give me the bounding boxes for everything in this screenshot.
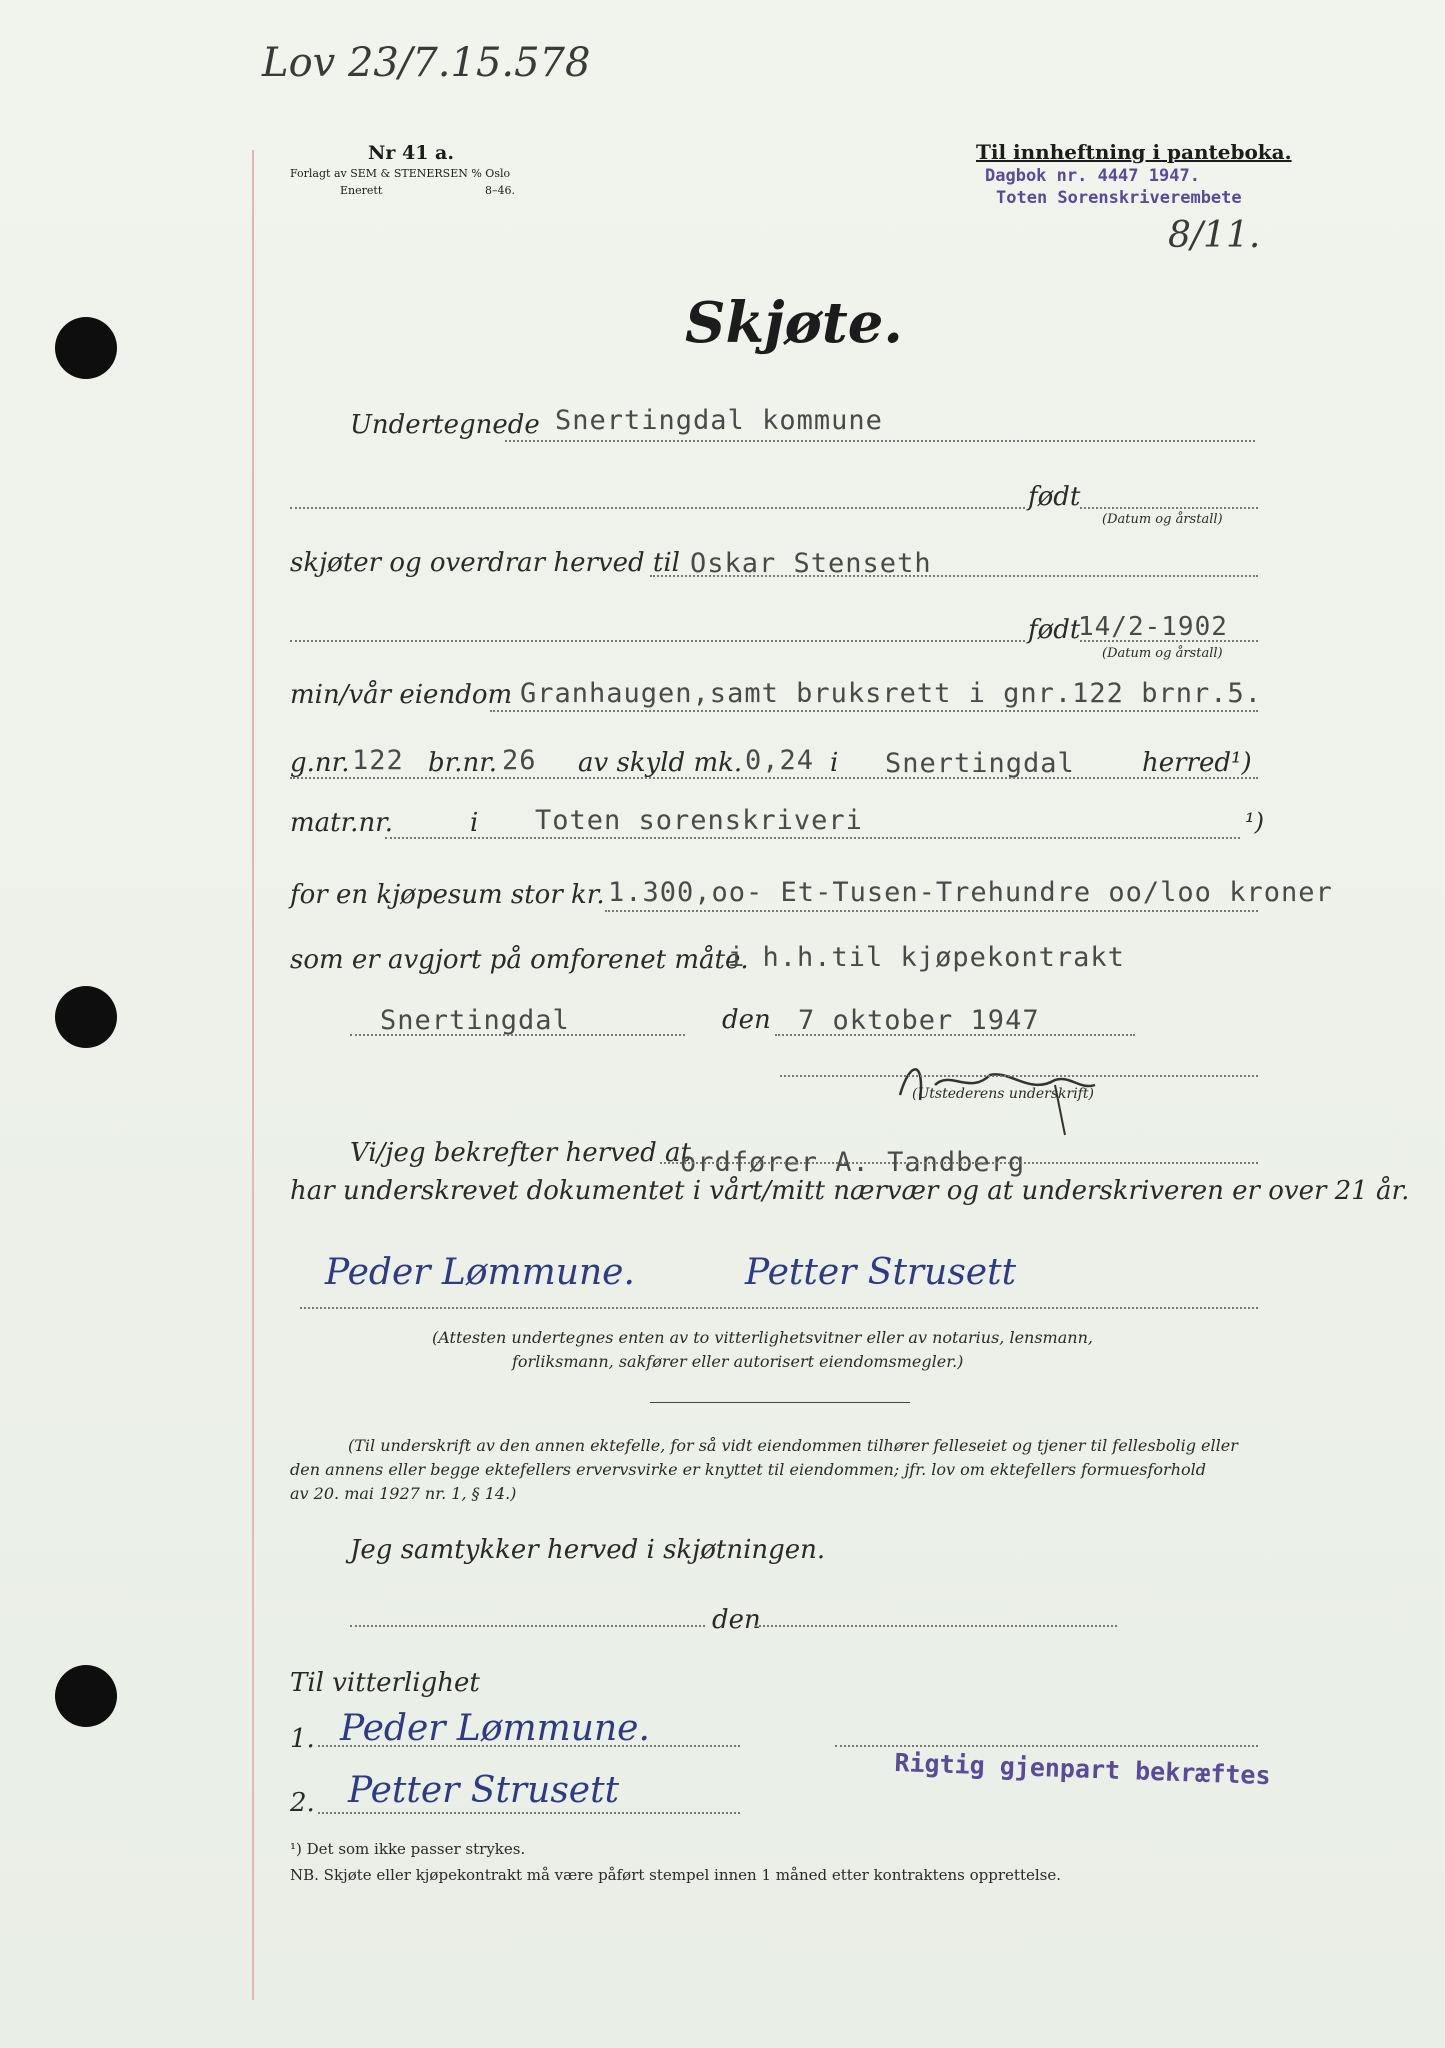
footnote-nb: NB. Skjøte eller kjøpekontrakt må være påført stempel innen 1 måned etter kontraktens opprettelse. — [290, 1866, 1061, 1884]
dotted-line — [300, 1307, 1258, 1309]
dotted-line — [385, 837, 1240, 839]
attest-statement: har underskrevet dokumentet i vårt/mitt nærvær og at underskriveren er over 21 år. — [290, 1176, 1410, 1206]
datum-hint: (Datum og årstall) — [1102, 512, 1223, 527]
spouse-note: av 20. mai 1927 nr. 1, § 14.) — [290, 1484, 517, 1503]
dotted-line — [780, 1075, 1258, 1077]
brnr-label: br.nr. — [428, 748, 498, 778]
dotted-line — [660, 1162, 1258, 1164]
gnr-value: 122 — [352, 745, 404, 776]
buyer-name: Oskar Stenseth — [690, 548, 932, 579]
brnr-value: 26 — [502, 745, 537, 776]
dotted-line — [318, 1745, 740, 1747]
publisher-enerett: Enerett — [340, 184, 383, 197]
settlement-terms: i h.h.til kjøpekontrakt — [728, 942, 1125, 973]
dotted-line — [1080, 507, 1258, 509]
witness-number: 2. — [290, 1788, 315, 1818]
skyld-value: 0,24 — [745, 745, 815, 776]
punch-hole — [55, 1665, 117, 1727]
skyld-label: av skyld mk. — [578, 748, 743, 778]
herred-value: Snertingdal — [885, 748, 1075, 779]
datum-hint: (Datum og årstall) — [1102, 646, 1223, 661]
attest-note: (Attesten undertegnes enten av to vitterlighetsvitner eller av notarius, lensmann, — [432, 1328, 1093, 1347]
witness-number: 1. — [290, 1724, 315, 1754]
witness-signature-2: Petter Strusett — [348, 1770, 620, 1811]
den-label: den — [722, 1005, 771, 1035]
footnote: ¹) Det som ikke passer strykes. — [290, 1840, 526, 1858]
binding-stamp-title: Til innheftning i panteboka. — [976, 140, 1292, 164]
dotted-line — [505, 440, 1255, 442]
witness-signature-1: Peder Lømmune. — [325, 1252, 635, 1293]
document-title: Skjøte. — [685, 290, 903, 356]
attest-note: forliksmann, sakfører eller autorisert eiendomsmegler.) — [512, 1352, 964, 1371]
gnr-label: g.nr. — [290, 748, 350, 778]
publisher-date: 8–46. — [485, 184, 515, 197]
buyer-birth: 14/2-1902 — [1078, 612, 1228, 642]
dotted-line — [605, 910, 1258, 912]
i-label: i — [830, 748, 839, 778]
footnote-mark: ¹) — [1245, 808, 1264, 836]
spouse-note: den annens eller begge ektefellers ervervsvirke er knyttet til eiendommen; jfr. lov om ektefellers formuesforhold — [290, 1460, 1206, 1479]
eiendom-label: min/vår eiendom — [290, 680, 513, 710]
binding-stamp-dagbok: Dagbok nr. 4447 1947. — [985, 166, 1200, 186]
dotted-line — [490, 710, 1258, 712]
signature-line — [650, 1402, 910, 1403]
property-description: Granhaugen,samt bruksrett i gnr.122 brnr.5. — [520, 678, 1262, 709]
attest-label: Vi/jeg bekrefter herved at — [350, 1138, 691, 1168]
i-label: i — [470, 808, 479, 838]
publisher-line: Forlagt av SEM & STENERSEN % Oslo — [290, 167, 511, 180]
top-note: Lov 23/7.15.578 — [262, 40, 591, 86]
witness-heading: Til vitterlighet — [290, 1668, 480, 1698]
dotted-line — [1080, 640, 1258, 642]
dotted-line — [835, 1745, 1258, 1747]
matrnr-label: matr.nr. — [290, 808, 394, 838]
binding-stamp-office: Toten Sorenskriverembete — [996, 188, 1242, 208]
sorenskriveri-value: Toten sorenskriveri — [535, 805, 863, 836]
consent-statement: Jeg samtykker herved i skjøtningen. — [350, 1535, 826, 1565]
avgjort-label: som er avgjort på omforenet måte. — [290, 945, 749, 975]
dotted-line — [775, 1034, 1135, 1036]
witness-signature-1: Peder Lømmune. — [340, 1708, 650, 1749]
purchase-price: 1.300,oo- Et-Tusen-Trehundre oo/loo kroner — [608, 877, 1333, 908]
punch-hole — [55, 317, 117, 379]
handwritten-date: 8/11. — [1168, 215, 1261, 256]
kjopesum-label: for en kjøpesum stor kr. — [290, 880, 605, 910]
witness-signature-2: Petter Strusett — [745, 1252, 1017, 1293]
margin-rule — [252, 150, 254, 2000]
dotted-line — [755, 1625, 1117, 1627]
dotted-line — [350, 1625, 705, 1627]
spouse-note: (Til underskrift av den annen ektefelle, for så vidt eiendommen tilhører felleseiet og tjener til fellesbolig eller — [348, 1436, 1238, 1455]
form-number: Nr 41 a. — [368, 142, 454, 164]
dotted-line — [350, 1034, 685, 1036]
dotted-line — [290, 777, 1258, 779]
copy-stamp: Rigtig gjenpart bekræftes — [893, 1748, 1272, 1791]
skjoter-label: skjøter og overdrar herved til — [290, 548, 680, 578]
fodt-label: født — [1028, 482, 1081, 512]
den-label: den — [712, 1605, 761, 1635]
herred-label: herred¹) — [1142, 748, 1252, 778]
attest-signer: ordfører A. Tandberg — [680, 1147, 1026, 1178]
place-value: Snertingdal — [380, 1005, 570, 1036]
punch-hole — [55, 986, 117, 1048]
dotted-line — [318, 1812, 740, 1814]
fodt-label: født — [1028, 615, 1081, 645]
dotted-line — [650, 575, 1258, 577]
dotted-line — [290, 507, 1025, 509]
dotted-line — [290, 640, 1025, 642]
date-value: 7 oktober 1947 — [798, 1005, 1040, 1036]
seller-name: Snertingdal kommune — [555, 405, 883, 436]
undertegnede-label: Undertegnede — [350, 410, 540, 440]
utsteder-hint: (Utstederens underskrift) — [912, 1086, 1094, 1102]
